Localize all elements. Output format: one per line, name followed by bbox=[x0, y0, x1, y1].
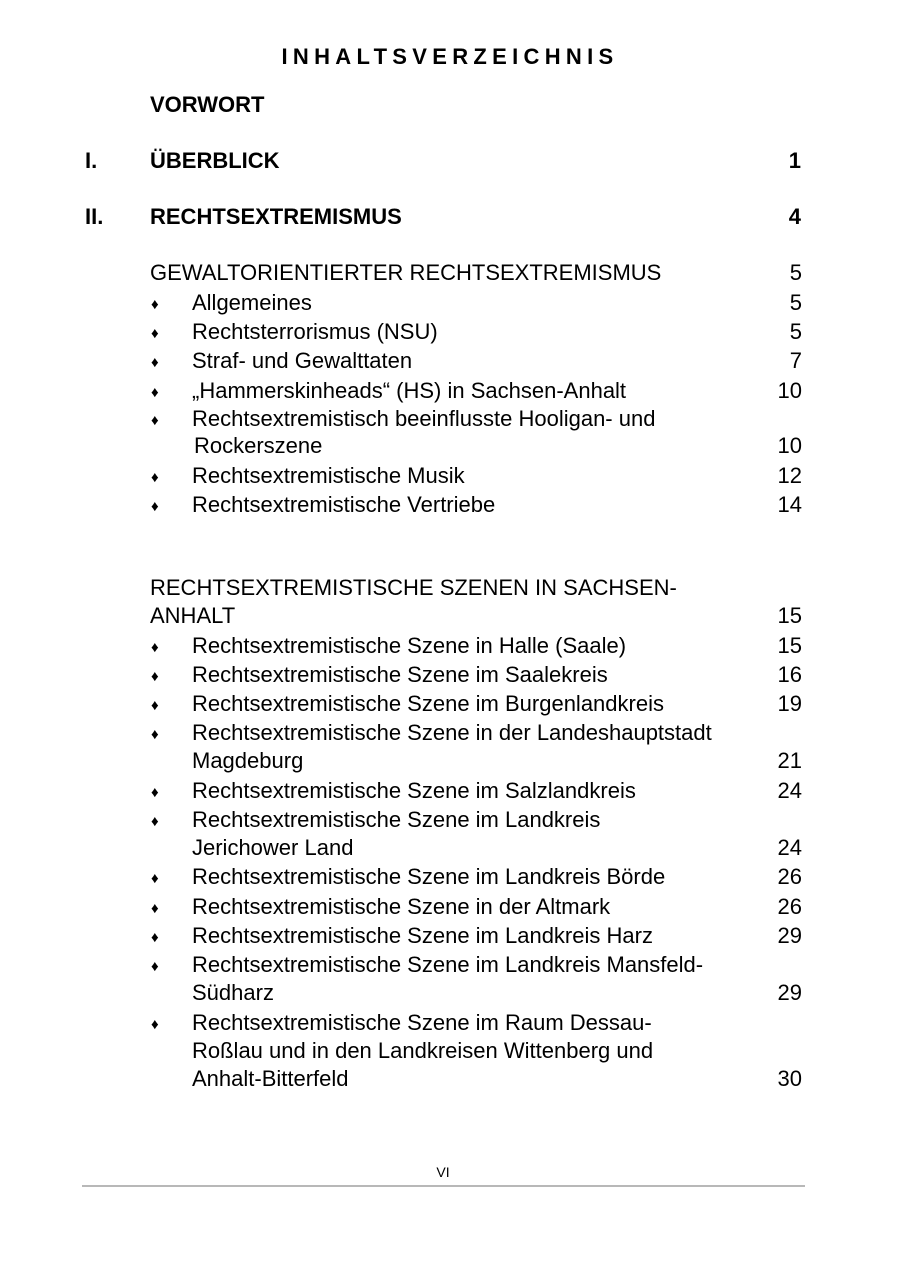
toc-page-number: 4 bbox=[788, 204, 801, 229]
diamond-bullet-icon: ♦ bbox=[151, 639, 159, 656]
diamond-bullet-icon: ♦ bbox=[151, 354, 159, 371]
toc-item-label: Rechtsextremistische Szene im Landkreis Mansfeld- bbox=[192, 952, 704, 977]
toc-item-label: Rechtsterrorismus (NSU) bbox=[192, 319, 438, 344]
toc-page-number: 19 bbox=[777, 691, 802, 716]
toc-item-label: Rockerszene bbox=[194, 433, 323, 458]
toc-page-number: 30 bbox=[777, 1066, 802, 1091]
toc-page-number: 15 bbox=[777, 633, 802, 658]
toc-item-label: Rechtsextremistische Szene im Landkreis bbox=[192, 807, 601, 832]
toc-item-label: Jerichower Land bbox=[192, 835, 354, 860]
footer-divider bbox=[82, 1185, 805, 1187]
diamond-bullet-icon: ♦ bbox=[151, 412, 159, 429]
toc-page-number: 21 bbox=[777, 748, 802, 773]
toc-chapter-label: ÜBERBLICK bbox=[150, 148, 280, 173]
toc-item-label: Allgemeines bbox=[192, 290, 312, 315]
toc-item-label: „Hammerskinheads“ (HS) in Sachsen-Anhalt bbox=[192, 378, 627, 403]
toc-page-number: 26 bbox=[777, 894, 802, 919]
toc-item-label: Magdeburg bbox=[192, 748, 304, 773]
diamond-bullet-icon: ♦ bbox=[151, 958, 159, 975]
toc-chapter-number: I. bbox=[85, 148, 98, 173]
diamond-bullet-icon: ♦ bbox=[151, 384, 159, 401]
toc-item-label: Rechtsextremistische Szene im Landkreis Harz bbox=[192, 923, 653, 948]
toc-page-number: 10 bbox=[777, 378, 802, 403]
page-title: INHALTSVERZEICHNIS bbox=[281, 44, 619, 69]
toc-section-label: GEWALTORIENTIERTER RECHTSEXTREMISMUS bbox=[150, 260, 662, 285]
toc-item-label: Straf- und Gewalttaten bbox=[192, 348, 413, 373]
toc-page-number: 16 bbox=[777, 662, 802, 687]
diamond-bullet-icon: ♦ bbox=[151, 929, 159, 946]
toc-page-number: 24 bbox=[777, 835, 802, 860]
toc-item-label: Rechtsextremistische Szene im Salzlandkreis bbox=[192, 778, 636, 803]
footer-page-number: VI bbox=[436, 1164, 450, 1180]
diamond-bullet-icon: ♦ bbox=[151, 668, 159, 685]
toc-chapter-number: II. bbox=[85, 204, 104, 229]
diamond-bullet-icon: ♦ bbox=[151, 325, 159, 342]
toc-page-number: 5 bbox=[789, 290, 802, 315]
toc-page-number: 5 bbox=[789, 319, 802, 344]
toc-item-label: Roßlau und in den Landkreisen Wittenberg und bbox=[192, 1038, 654, 1063]
toc-section-label: RECHTSEXTREMISTISCHE SZENEN IN SACHSEN- bbox=[150, 575, 677, 600]
toc-item-label: Anhalt-Bitterfeld bbox=[192, 1066, 349, 1091]
toc-item-label: Rechtsextremistische Szene in der Altmark bbox=[192, 894, 611, 919]
diamond-bullet-icon: ♦ bbox=[151, 726, 159, 743]
diamond-bullet-icon: ♦ bbox=[151, 784, 159, 801]
toc-page-number: 24 bbox=[777, 778, 802, 803]
toc-item-label: Rechtsextremistische Szene im Saalekreis bbox=[192, 662, 608, 687]
toc-item-label: Rechtsextremistische Szene in Halle (Saale) bbox=[192, 633, 627, 658]
toc-page-number: 15 bbox=[777, 603, 802, 628]
diamond-bullet-icon: ♦ bbox=[151, 498, 159, 515]
diamond-bullet-icon: ♦ bbox=[151, 870, 159, 887]
toc-preface-label: VORWORT bbox=[150, 92, 265, 117]
toc-page-number: 5 bbox=[789, 260, 802, 285]
toc-page-number: 7 bbox=[789, 348, 802, 373]
toc-item-label: Rechtsextremistische Szene im Burgenlandkreis bbox=[192, 691, 664, 716]
diamond-bullet-icon: ♦ bbox=[151, 469, 159, 486]
toc-chapter-label: RECHTSEXTREMISMUS bbox=[150, 204, 402, 229]
toc-page-number: 10 bbox=[777, 433, 802, 458]
toc-item-label: Rechtsextremistisch beeinflusste Hooligan- und bbox=[192, 406, 656, 431]
diamond-bullet-icon: ♦ bbox=[151, 900, 159, 917]
toc-page-number: 14 bbox=[777, 492, 802, 517]
toc-page-number: 29 bbox=[777, 980, 802, 1005]
toc-section-label: ANHALT bbox=[150, 603, 236, 628]
diamond-bullet-icon: ♦ bbox=[151, 1016, 159, 1033]
toc-item-label: Südharz bbox=[192, 980, 274, 1005]
toc-item-label: Rechtsextremistische Vertriebe bbox=[192, 492, 496, 517]
toc-item-label: Rechtsextremistische Szene im Landkreis Börde bbox=[192, 864, 666, 889]
diamond-bullet-icon: ♦ bbox=[151, 813, 159, 830]
toc-page-number: 12 bbox=[777, 463, 802, 488]
toc-page-number: 26 bbox=[777, 864, 802, 889]
toc-page-number: 1 bbox=[788, 148, 801, 173]
toc-item-label: Rechtsextremistische Musik bbox=[192, 463, 465, 488]
toc-page-number: 29 bbox=[777, 923, 802, 948]
toc-item-label: Rechtsextremistische Szene in der Landeshauptstadt bbox=[192, 720, 712, 745]
toc-item-label: Rechtsextremistische Szene im Raum Dessau- bbox=[192, 1010, 652, 1035]
diamond-bullet-icon: ♦ bbox=[151, 296, 159, 313]
diamond-bullet-icon: ♦ bbox=[151, 697, 159, 714]
